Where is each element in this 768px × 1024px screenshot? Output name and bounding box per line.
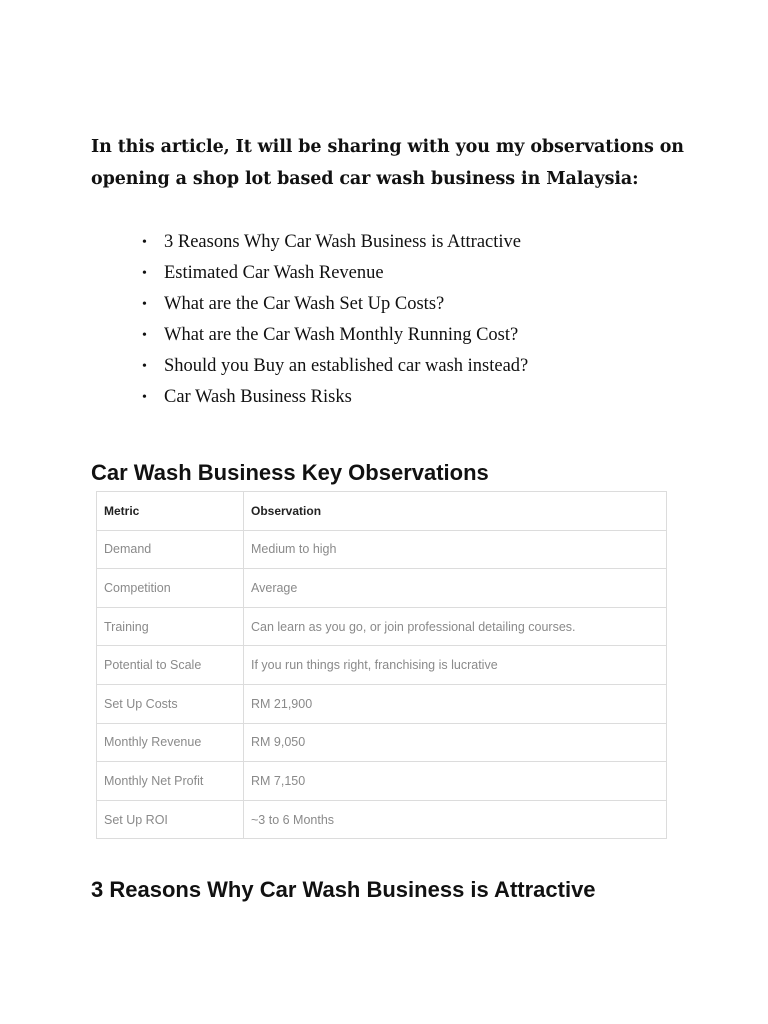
observation-cell: Medium to high (244, 530, 667, 569)
toc-item-label: What are the Car Wash Monthly Running Cost? (164, 325, 519, 345)
observation-cell: Average (244, 569, 667, 608)
observation-cell: If you run things right, franchising is lucrative (244, 646, 667, 685)
bullet-icon: • (142, 266, 147, 281)
metric-cell: Monthly Revenue (97, 723, 244, 762)
toc-item[interactable] (142, 227, 528, 258)
observation-cell: RM 9,050 (244, 723, 667, 762)
table-row (97, 646, 667, 685)
observation-cell: Can learn as you go, or join professional detailing courses. (244, 607, 667, 646)
key-observations-heading: Car Wash Business Key Observations (91, 460, 489, 485)
column-header-metric: Metric (97, 492, 244, 531)
toc-item[interactable] (142, 351, 529, 382)
table-of-contents (142, 227, 529, 413)
toc-item-label: Car Wash Business Risks (164, 387, 352, 407)
bullet-icon: • (142, 235, 147, 250)
table-row (97, 530, 667, 569)
toc-item-label: Should you Buy an established car wash instead? (164, 356, 529, 376)
metric-cell: Competition (97, 569, 244, 608)
toc-item[interactable] (142, 320, 528, 351)
table-row (97, 800, 667, 839)
toc-item-label: Estimated Car Wash Revenue (164, 263, 384, 283)
bullet-icon: • (142, 390, 147, 405)
toc-item[interactable] (142, 258, 528, 289)
toc-item-label: What are the Car Wash Set Up Costs? (164, 294, 445, 314)
metric-cell: Monthly Net Profit (97, 762, 244, 801)
bullet-icon: • (142, 359, 147, 374)
key-observations-table (96, 491, 667, 839)
bullet-icon: • (142, 328, 147, 343)
toc-item[interactable] (142, 289, 528, 320)
observation-cell: ~3 to 6 Months (244, 800, 667, 839)
table-row (97, 723, 667, 762)
column-header-observation: Observation (244, 492, 667, 531)
observation-cell: RM 21,900 (244, 684, 667, 723)
bullet-icon: • (142, 297, 147, 312)
table-row (97, 569, 667, 608)
metric-cell: Training (97, 607, 244, 646)
metric-cell: Set Up Costs (97, 684, 244, 723)
metric-cell: Demand (97, 530, 244, 569)
toc-item[interactable] (142, 382, 528, 413)
table-row (97, 607, 667, 646)
toc-item-label: 3 Reasons Why Car Wash Business is Attractive (164, 232, 522, 252)
table-row (97, 762, 667, 801)
observation-cell: RM 7,150 (244, 762, 667, 801)
intro-paragraph: In this article, It will be sharing with you my observations on opening a shop lot based car wash business in Malaysia: (91, 137, 684, 189)
reasons-heading: 3 Reasons Why Car Wash Business is Attractive (91, 877, 596, 902)
metric-cell: Potential to Scale (97, 646, 244, 685)
metric-cell: Set Up ROI (97, 800, 244, 839)
table-row (97, 684, 667, 723)
table-header-row (97, 492, 667, 531)
